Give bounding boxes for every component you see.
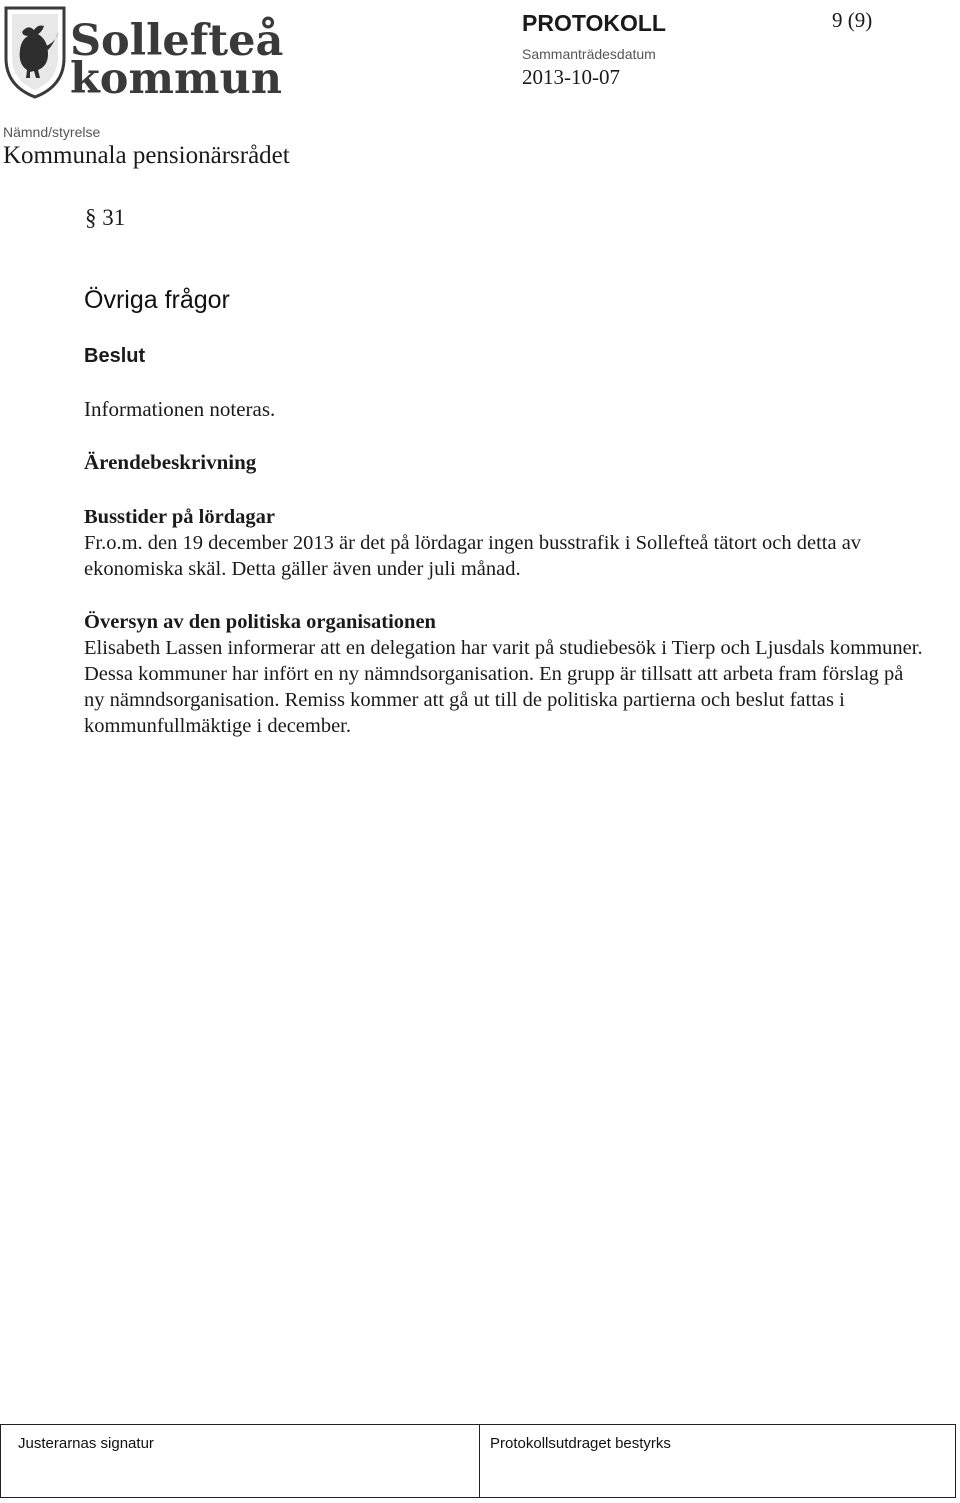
municipality-logo: [2, 2, 284, 104]
coat-of-arms-icon: [2, 2, 68, 100]
topic-heading: Översyn av den politiska organisationen: [84, 611, 436, 633]
topic-text: Elisabeth Lassen informerar att en delegation har varit på studiebesök i Tierp och Ljusdals kommuner. Dessa kommuner har infört en ny nämndsorganisation. En grupp är tillsatt att arbeta fram förslag på ny nämndsorganisation. Remiss kommer att gå ut till de politiska partierna och beslut fattas i kommunfullmäktige i december.: [84, 637, 923, 737]
meeting-date: 2013-10-07: [522, 65, 620, 89]
page-number: 9 (9): [832, 8, 873, 32]
paragraph-number: § 31: [85, 205, 126, 230]
decision-heading: Beslut: [84, 345, 146, 367]
topic-bus-schedule: [84, 504, 924, 582]
meeting-date-label: Sammanträdesdatum: [522, 46, 656, 62]
topic-text: Fr.o.m. den 19 december 2013 är det på lördagar ingen busstrafik i Sollefteå tätort och detta av ekonomiska skäl. Detta gäller även under juli månad.: [84, 532, 862, 580]
signature-footer: [0, 1424, 956, 1498]
footer-divider: [479, 1425, 480, 1497]
body-label: Nämnd/styrelse: [3, 124, 101, 140]
logo-wordmark-line1: Sollefteå: [70, 16, 284, 66]
description-heading: Ärendebeskrivning: [84, 450, 257, 474]
topic-heading: Busstider på lördagar: [84, 506, 275, 528]
body-name: Kommunala pensionärsrådet: [3, 142, 290, 169]
logo-wordmark-line2: kommun: [70, 54, 282, 104]
certification-label: Protokollsutdraget bestyrks: [490, 1435, 671, 1452]
signature-label: Justerarnas signatur: [18, 1435, 154, 1452]
section-title: Övriga frågor: [84, 286, 230, 314]
document-type: PROTOKOLL: [522, 10, 666, 36]
decision-text: Informationen noteras.: [84, 397, 276, 421]
topic-political-organisation: [84, 609, 924, 739]
